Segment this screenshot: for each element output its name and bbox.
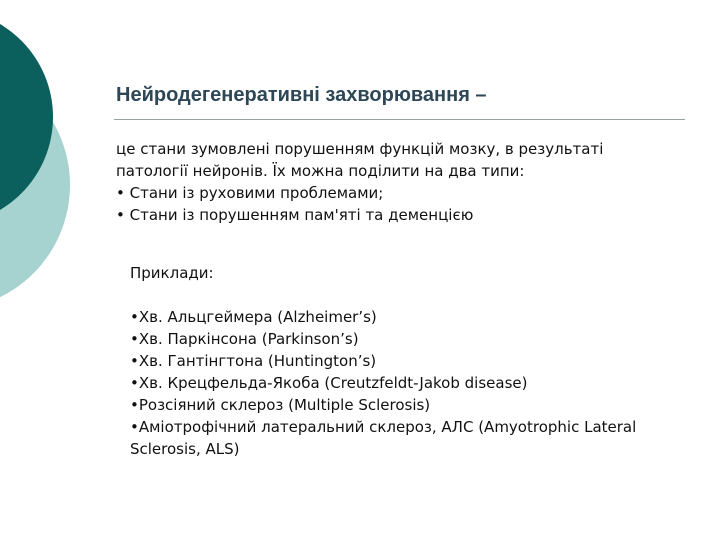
intro-block <box>116 138 706 226</box>
intro-line: патології нейронів. Їх можна поділити на два типи: <box>116 162 525 180</box>
example-item: •Хв. Крецфельда-Якоба (Creutzfeldt-Jakob disease) <box>130 374 528 392</box>
intro-line: це стани зумовлені порушенням функцій мозку, в результаті <box>116 140 604 158</box>
type-item-memory: • Стани із порушенням пам'яті та деменцією <box>116 206 474 224</box>
example-item: •Розсіяний склероз (Multiple Sclerosis) <box>130 396 431 414</box>
example-item: •Хв. Альцгеймера (Alzheimer’s) <box>130 308 377 326</box>
examples-heading: Приклади: <box>130 264 214 282</box>
decorative-circles <box>0 0 120 300</box>
example-item: •Аміотрофічний латеральний склероз, АЛС (Amyotrophic Lateral Sclerosis, ALS) <box>130 418 637 458</box>
example-item: •Хв. Паркінсона (Parkinson’s) <box>130 330 359 348</box>
example-item: •Хв. Гантінгтона (Huntington’s) <box>130 352 377 370</box>
slide-title: Нейродегенеративні захворювання – <box>116 84 487 106</box>
examples-block <box>130 262 710 460</box>
title-divider <box>114 119 685 120</box>
type-item-movement: • Стани із руховими проблемами; <box>116 184 384 202</box>
